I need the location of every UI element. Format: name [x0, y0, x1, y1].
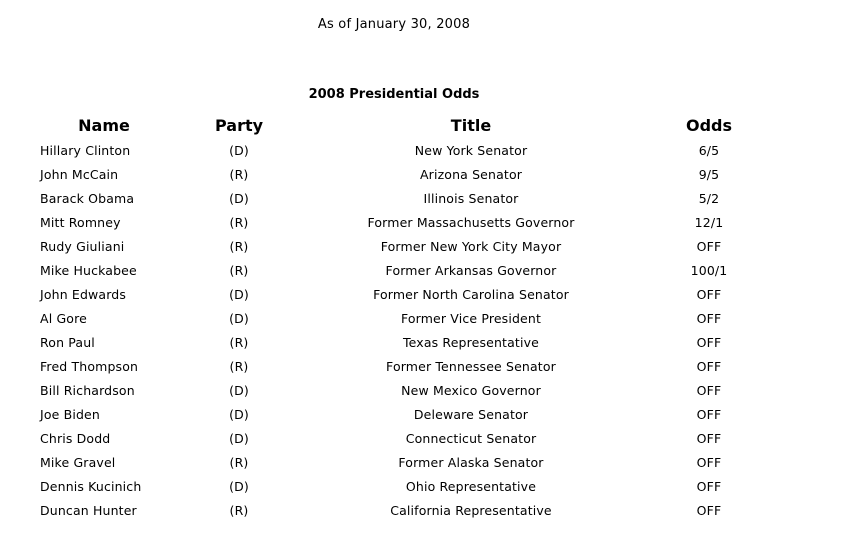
candidate-odds: OFF: [696, 334, 722, 350]
candidate-name: Hillary Clinton: [40, 142, 131, 158]
candidate-title: Former New York City Mayor: [380, 238, 562, 254]
candidate-odds: OFF: [696, 310, 722, 326]
candidate-name: Al Gore: [40, 310, 87, 326]
table-row: [36, 378, 782, 402]
candidate-party: (R): [229, 214, 249, 230]
header-row: [36, 112, 782, 138]
column-header-name: Name: [78, 115, 130, 135]
candidate-title: New York Senator: [414, 142, 528, 158]
candidate-party: (D): [229, 286, 249, 302]
table-row: [36, 210, 782, 234]
candidate-name: Duncan Hunter: [40, 502, 137, 518]
candidate-odds: 6/5: [698, 142, 720, 158]
candidate-party: (D): [229, 406, 249, 422]
candidate-party: (D): [229, 142, 249, 158]
table-row: [36, 330, 782, 354]
candidate-party: (R): [229, 358, 249, 374]
candidate-title: Texas Representative: [403, 334, 539, 350]
candidate-party: (R): [229, 334, 249, 350]
candidate-odds: OFF: [696, 358, 722, 374]
candidate-name: Mitt Romney: [40, 214, 121, 230]
candidate-party: (D): [229, 310, 249, 326]
table-row: [36, 162, 782, 186]
candidate-title: Ohio Representative: [405, 478, 537, 494]
table-row: [36, 258, 782, 282]
page-title: 2008 Presidential Odds: [308, 87, 480, 102]
candidate-party: (R): [229, 238, 249, 254]
candidate-title: Former Tennessee Senator: [386, 358, 556, 374]
candidate-party: (D): [229, 382, 249, 398]
odds-table: [36, 112, 782, 522]
candidate-name: Chris Dodd: [40, 430, 111, 446]
candidate-odds: OFF: [696, 454, 722, 470]
candidate-odds: 9/5: [698, 166, 720, 182]
candidate-title: Former Alaska Senator: [398, 454, 544, 470]
candidate-title: Arizona Senator: [419, 166, 523, 182]
candidate-odds: OFF: [696, 286, 722, 302]
candidate-odds: 100/1: [690, 262, 728, 278]
odds-table-header: [36, 112, 782, 138]
candidate-title: California Representative: [390, 502, 552, 518]
table-row: [36, 498, 782, 522]
candidate-odds: OFF: [696, 382, 722, 398]
odds-table-body: [36, 138, 782, 522]
candidate-name: Mike Huckabee: [40, 262, 137, 278]
candidate-name: Joe Biden: [40, 406, 100, 422]
table-row: [36, 306, 782, 330]
table-row: [36, 474, 782, 498]
candidate-party: (R): [229, 166, 249, 182]
candidate-party: (R): [229, 262, 249, 278]
candidate-odds: 12/1: [694, 214, 724, 230]
candidate-name: John McCain: [40, 166, 119, 182]
candidate-title: Deleware Senator: [413, 406, 529, 422]
candidate-party: (R): [229, 502, 249, 518]
candidate-name: John Edwards: [40, 286, 127, 302]
candidate-name: Ron Paul: [40, 334, 95, 350]
candidate-party: (D): [229, 190, 249, 206]
candidate-party: (D): [229, 478, 249, 494]
column-header-party: Party: [214, 115, 264, 135]
candidate-title: Former Vice President: [400, 310, 542, 326]
candidate-party: (R): [229, 454, 249, 470]
candidate-title: Former Massachusetts Governor: [367, 214, 575, 230]
candidate-title: Former Arkansas Governor: [385, 262, 557, 278]
candidate-odds: OFF: [696, 478, 722, 494]
candidate-odds: 5/2: [698, 190, 720, 206]
table-row: [36, 402, 782, 426]
candidate-title: Former North Carolina Senator: [373, 286, 569, 302]
candidate-name: Dennis Kucinich: [40, 478, 142, 494]
candidate-title: New Mexico Governor: [401, 382, 541, 398]
candidate-odds: OFF: [696, 430, 722, 446]
candidate-odds: OFF: [696, 502, 722, 518]
candidate-odds: OFF: [696, 406, 722, 422]
candidate-title: Connecticut Senator: [405, 430, 537, 446]
candidate-name: Bill Richardson: [40, 382, 135, 398]
candidate-party: (D): [229, 430, 249, 446]
column-header-odds: Odds: [685, 115, 733, 135]
table-row: [36, 234, 782, 258]
table-row: [36, 426, 782, 450]
table-row: [36, 138, 782, 162]
table-row: [36, 186, 782, 210]
candidate-name: Mike Gravel: [40, 454, 116, 470]
candidate-name: Barack Obama: [40, 190, 135, 206]
candidate-name: Rudy Giuliani: [40, 238, 125, 254]
as-of-date: As of January 30, 2008: [317, 17, 471, 32]
column-header-title: Title: [450, 115, 492, 135]
candidate-odds: OFF: [696, 238, 722, 254]
candidate-title: Illinois Senator: [423, 190, 519, 206]
table-row: [36, 450, 782, 474]
table-row: [36, 282, 782, 306]
table-row: [36, 354, 782, 378]
candidate-name: Fred Thompson: [40, 358, 139, 374]
